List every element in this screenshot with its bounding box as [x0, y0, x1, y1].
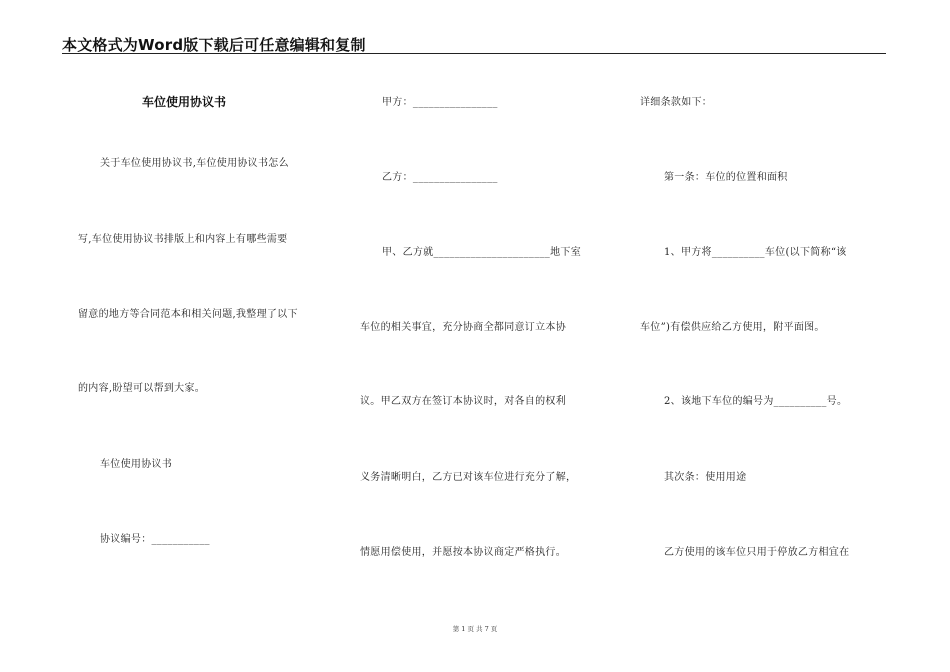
- text-line: 2、该地下车位的编号为__________号。: [664, 396, 848, 407]
- text-line: 甲、乙方就______________________地下室: [382, 247, 581, 258]
- text-line: 详细条款如下：: [640, 97, 713, 108]
- text-line: 车位的相关事宜，充分协商全都同意订立本协: [360, 322, 566, 333]
- agreement-number: 协议编号：___________: [100, 534, 210, 545]
- text-line: 乙方使用的该车位只用于停放乙方相宜在: [664, 547, 850, 558]
- text-line: 情愿用偿使用，并愿按本协议商定严格执行。: [360, 547, 566, 558]
- document-title: 车位使用协议书: [142, 95, 227, 109]
- page-number: 第 1 页 共 7 页: [452, 625, 498, 633]
- text-line: 的内容,盼望可以帮到大家。: [78, 383, 206, 394]
- text-line: 车位”)有偿供应给乙方使用，附平面图。: [640, 322, 825, 333]
- party-b-line: 乙方：________________: [382, 172, 498, 183]
- text-line: 写,车位使用协议书排版上和内容上有哪些需要: [78, 234, 288, 245]
- text-line: 留意的地方等合同范本和相关问题,我整理了以下: [78, 309, 298, 320]
- text-line: 关于车位使用协议书,车位使用协议书怎么: [100, 158, 289, 169]
- text-line: 义务清晰明白，乙方已对该车位进行充分了解，: [360, 472, 577, 483]
- document-banner: 本文格式为Word版下载后可任意编辑和复制: [62, 36, 366, 54]
- text-line: 1、甲方将__________车位(以下简称“该: [664, 247, 847, 258]
- clause-heading: 第一条：车位的位置和面积: [664, 172, 788, 183]
- subtitle: 车位使用协议书: [100, 459, 173, 470]
- banner-divider: [62, 53, 886, 54]
- text-line: 议。甲乙双方在签订本协议时，对各自的权利: [360, 396, 566, 407]
- party-a-line: 甲方：________________: [382, 97, 498, 108]
- clause-heading: 其次条：使用用途: [664, 472, 747, 483]
